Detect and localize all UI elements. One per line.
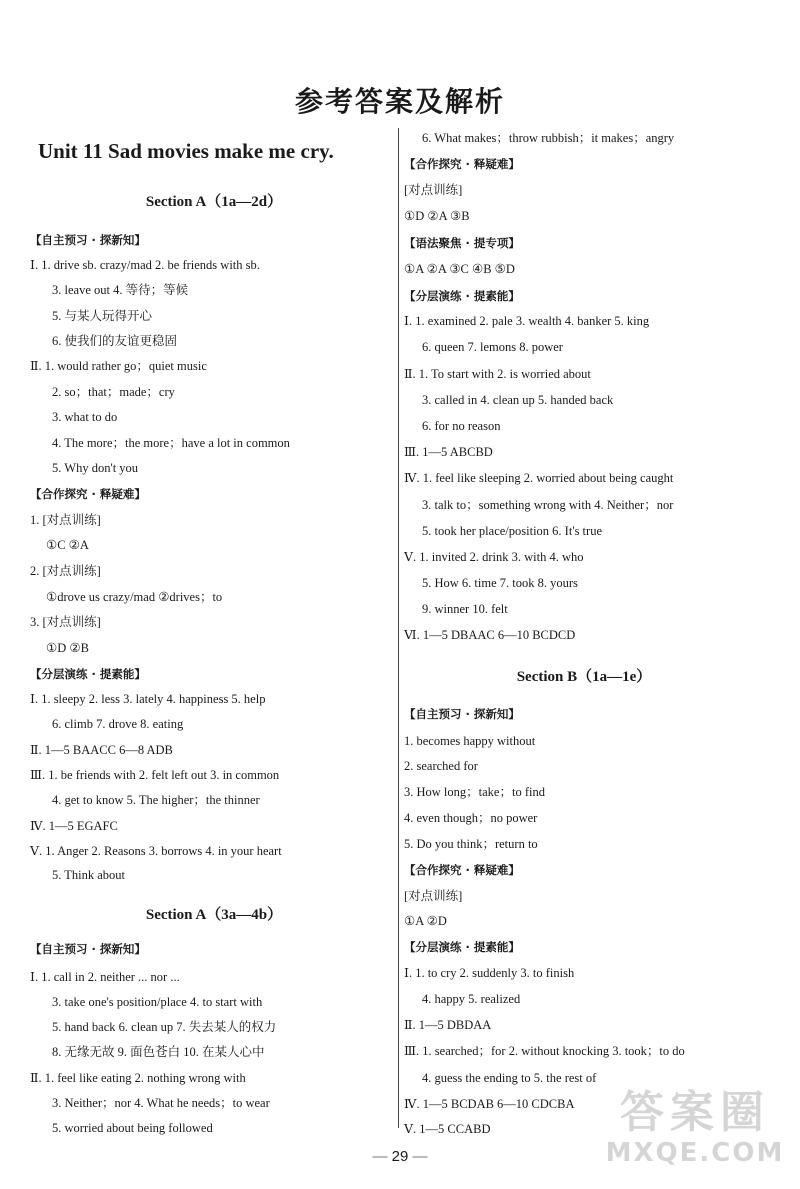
subsection-label: 【合作探究 · 释疑难】 xyxy=(404,863,520,877)
answer-line: ①A ②A ③C ④B ⑤D xyxy=(404,262,515,276)
answer-line: 5. Do you think；return to xyxy=(404,837,538,851)
answer-line: [对点训练] xyxy=(404,889,463,903)
answer-line: Ⅱ. 1. would rather go；quiet music xyxy=(30,359,207,373)
answer-line: 3. talk to；something wrong with 4. Neither；nor xyxy=(422,498,674,512)
watermark-bottom-text: MXQE.COM xyxy=(605,1138,785,1168)
answer-line: 4. The more；the more；have a lot in common xyxy=(52,436,290,450)
answer-line: 5. worried about being followed xyxy=(52,1121,213,1135)
page-number-value: 29 xyxy=(391,1148,409,1165)
answer-line: 5. 与某人玩得开心 xyxy=(52,309,153,323)
page-number: — 29 — xyxy=(372,1148,428,1165)
answer-line: 2. searched for xyxy=(404,759,478,773)
answer-line: 6. climb 7. drove 8. eating xyxy=(52,717,184,731)
answer-line: 4. get to know 5. The higher；the thinner xyxy=(52,793,260,807)
page-title: 参考答案及解析 xyxy=(294,85,505,118)
answer-line: Ⅰ. 1. examined 2. pale 3. wealth 4. banker 5. king xyxy=(404,314,650,328)
answer-line: 9. winner 10. felt xyxy=(422,602,508,616)
answer-line: 5. Think about xyxy=(52,868,126,882)
answer-line: 4. guess the ending to 5. the rest of xyxy=(422,1071,597,1085)
answer-line: 5. hand back 6. clean up 7. 失去某人的权力 xyxy=(52,1020,277,1034)
answer-line: Ⅲ. 1—5 ABCBD xyxy=(404,445,493,459)
answer-line: Ⅳ. 1—5 EGAFC xyxy=(30,819,118,833)
answer-line: Ⅰ. 1. call in 2. neither ... nor ... xyxy=(30,970,180,984)
answer-line: 6. What makes；throw rubbish；it makes；angry xyxy=(422,131,675,145)
answer-line: 4. even though；no power xyxy=(404,811,538,825)
answer-line: ①D ②B xyxy=(46,641,89,655)
answer-line: 5. Why don't you xyxy=(52,461,139,475)
subsection-label: 【合作探究 · 释疑难】 xyxy=(404,157,520,171)
subsection-label: 【语法聚焦 · 提专项】 xyxy=(404,236,520,250)
watermark-logo xyxy=(600,1088,790,1178)
column-divider xyxy=(398,128,399,1128)
unit-heading: Unit 11 Sad movies make me cry. xyxy=(38,139,334,163)
answer-line: 3. take one's position/place 4. to start with xyxy=(52,995,263,1009)
answer-line: 8. 无缘无故 9. 面色苍白 10. 在某人心中 xyxy=(52,1045,265,1059)
answer-line: Ⅱ. 1. To start with 2. is worried about xyxy=(404,367,591,381)
answer-line: [对点训练] xyxy=(404,183,463,197)
answer-line: Ⅴ. 1. Anger 2. Reasons 3. borrows 4. in your heart xyxy=(30,844,282,858)
answer-line: 5. How 6. time 7. took 8. yours xyxy=(422,576,578,590)
subsection-label: 【自主预习 · 探新知】 xyxy=(404,707,520,721)
answer-line: Ⅴ. 1—5 CCABD xyxy=(404,1122,491,1136)
answer-line: Ⅲ. 1. be friends with 2. felt left out 3. in common xyxy=(30,768,280,782)
answer-line: Ⅳ. 1—5 BCDAB 6—10 CDCBA xyxy=(404,1097,575,1111)
answer-line: ①D ②A ③B xyxy=(404,209,470,223)
answer-line: Ⅵ. 1—5 DBAAC 6—10 BCDCD xyxy=(404,628,576,642)
answer-line: 6. for no reason xyxy=(422,419,501,433)
answer-line: Ⅰ. 1. sleepy 2. less 3. lately 4. happiness 5. help xyxy=(30,692,266,706)
answer-line: 3. How long；take；to find xyxy=(404,785,545,799)
answer-line: 3. called in 4. clean up 5. handed back xyxy=(422,393,614,407)
answer-line: 3. what to do xyxy=(52,410,118,424)
section-heading: Section A（1a—2d） xyxy=(145,194,283,210)
answer-line: ①drove us crazy/mad ②drives；to xyxy=(46,590,223,604)
section-heading: Section B（1a—1e） xyxy=(516,669,652,685)
answer-line: 2. [对点训练] xyxy=(30,564,101,578)
subsection-label: 【自主预习 · 探新知】 xyxy=(30,233,146,247)
answer-line: ①C ②A xyxy=(46,538,89,552)
watermark-top-text: 答案圈 xyxy=(620,1087,770,1138)
subsection-label: 【分层演练 · 提素能】 xyxy=(30,667,146,681)
answer-line: 3. Neither；nor 4. What he needs；to wear xyxy=(52,1096,270,1110)
section-heading: Section A（3a—4b） xyxy=(145,907,283,923)
subsection-label: 【分层演练 · 提素能】 xyxy=(404,289,520,303)
answer-line: 6. 使我们的友谊更稳固 xyxy=(52,334,178,348)
subsection-label: 【分层演练 · 提素能】 xyxy=(404,940,520,954)
answer-line: ①A ②D xyxy=(404,914,447,928)
subsection-label: 【合作探究 · 释疑难】 xyxy=(30,487,146,501)
answer-line: 3. leave out 4. 等待；等候 xyxy=(52,283,189,297)
answer-line: 1. becomes happy without xyxy=(404,734,536,748)
answer-line: Ⅰ. 1. drive sb. crazy/mad 2. be friends with sb. xyxy=(30,258,260,272)
answer-line: Ⅱ. 1—5 DBDAA xyxy=(404,1018,492,1032)
answer-line: Ⅱ. 1. feel like eating 2. nothing wrong with xyxy=(30,1071,246,1085)
answer-line: Ⅲ. 1. searched；for 2. without knocking 3. took；to do xyxy=(404,1044,685,1058)
answer-line: 4. happy 5. realized xyxy=(422,992,521,1006)
answer-line: Ⅱ. 1—5 BAACC 6—8 ADB xyxy=(30,743,173,757)
subsection-label: 【自主预习 · 探新知】 xyxy=(30,942,146,956)
answer-line: Ⅴ. 1. invited 2. drink 3. with 4. who xyxy=(404,550,584,564)
answer-line: 2. so；that；made；cry xyxy=(52,385,175,399)
answer-line: 1. [对点训练] xyxy=(30,513,101,527)
answer-line: 5. took her place/position 6. It's true xyxy=(422,524,602,538)
answer-line: Ⅳ. 1. feel like sleeping 2. worried about being caught xyxy=(404,471,674,485)
answer-line: 3. [对点训练] xyxy=(30,615,101,629)
answer-line: Ⅰ. 1. to cry 2. suddenly 3. to finish xyxy=(404,966,575,980)
answer-line: 6. queen 7. lemons 8. power xyxy=(422,340,563,354)
